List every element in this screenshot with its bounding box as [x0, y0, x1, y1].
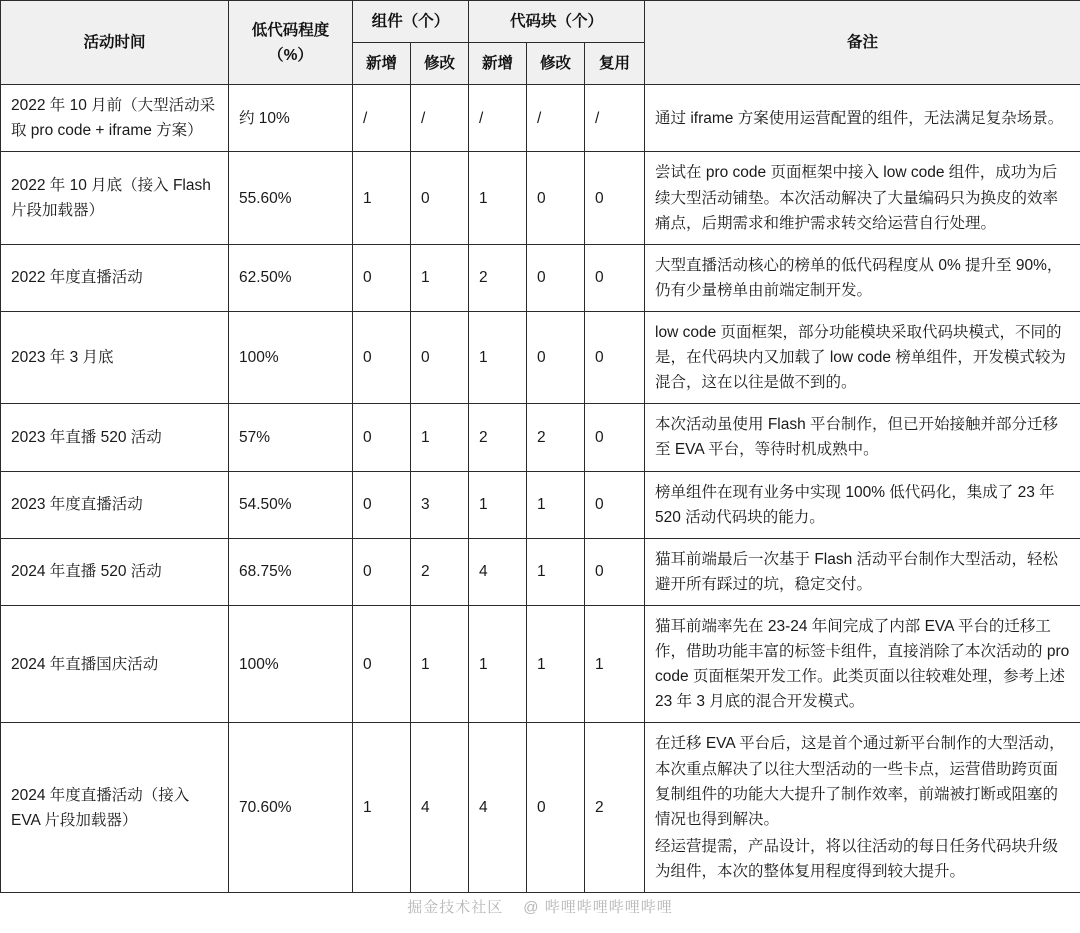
cell-block-reuse: 2: [585, 723, 645, 893]
table-row: [1, 404, 1080, 471]
cell-activity-time: 2023 年直播 520 活动: [1, 404, 229, 471]
cell-component-modify: 1: [411, 244, 469, 311]
cell-lowcode-degree: 70.60%: [229, 723, 353, 893]
cell-activity-time: 2022 年 10 月前（大型活动采取 pro code + iframe 方案）: [1, 85, 229, 152]
cell-remark: [645, 538, 1080, 605]
cell-remark: [645, 311, 1080, 403]
column-header-component-new: 新增: [353, 43, 411, 85]
cell-block-new: 4: [469, 723, 527, 893]
cell-block-reuse: 0: [585, 244, 645, 311]
cell-activity-time: 2024 年度直播活动（接入 EVA 片段加载器）: [1, 723, 229, 893]
cell-component-new: 0: [353, 471, 411, 538]
cell-lowcode-degree: 约 10%: [229, 85, 353, 152]
table-row: [1, 538, 1080, 605]
column-header-codeblock-group: 代码块（个）: [469, 1, 645, 43]
cell-block-new: 2: [469, 404, 527, 471]
cell-component-new: 1: [353, 152, 411, 244]
cell-lowcode-degree: 100%: [229, 605, 353, 722]
column-header-component-group: 组件（个）: [353, 1, 469, 43]
cell-block-new: 2: [469, 244, 527, 311]
cell-activity-time: 2023 年 3 月底: [1, 311, 229, 403]
table-row: [1, 471, 1080, 538]
cell-component-modify: 2: [411, 538, 469, 605]
table-row: [1, 152, 1080, 244]
column-header-time: 活动时间: [1, 1, 229, 85]
cell-remark: [645, 85, 1080, 152]
cell-component-new: 0: [353, 404, 411, 471]
cell-activity-time: 2023 年度直播活动: [1, 471, 229, 538]
remark-paragraph: 榜单组件在现有业务中实现 100% 低代码化，集成了 23 年 520 活动代码块的能力。: [655, 483, 1055, 526]
cell-block-modify: 0: [527, 723, 585, 893]
column-header-remark: 备注: [645, 1, 1080, 85]
table-body: [1, 85, 1080, 893]
cell-component-modify: 1: [411, 605, 469, 722]
cell-block-reuse: 0: [585, 311, 645, 403]
cell-activity-time: 2022 年 10 月底（接入 Flash 片段加载器）: [1, 152, 229, 244]
watermark: [0, 896, 1080, 917]
cell-activity-time: 2022 年度直播活动: [1, 244, 229, 311]
cell-remark: [645, 471, 1080, 538]
cell-block-modify: 1: [527, 538, 585, 605]
cell-block-new: /: [469, 85, 527, 152]
cell-block-modify: /: [527, 85, 585, 152]
cell-lowcode-degree: 55.60%: [229, 152, 353, 244]
cell-block-reuse: 0: [585, 404, 645, 471]
cell-component-modify: /: [411, 85, 469, 152]
cell-component-modify: 4: [411, 723, 469, 893]
column-header-block-modify: 修改: [527, 43, 585, 85]
cell-component-new: 0: [353, 244, 411, 311]
cell-component-new: 0: [353, 311, 411, 403]
cell-lowcode-degree: 62.50%: [229, 244, 353, 311]
remark-paragraph: 猫耳前端率先在 23-24 年间完成了内部 EVA 平台的迁移工作，借助功能丰富的标签卡组件，直接消除了本次活动的 pro code 页面框架开发工作。此类页面以往较难处理，参考上述 23 年 3 月底的混合开发模式。: [655, 617, 1070, 711]
cell-activity-time: 2024 年直播国庆活动: [1, 605, 229, 722]
cell-block-reuse: 0: [585, 471, 645, 538]
cell-block-new: 1: [469, 605, 527, 722]
remark-paragraph: 在迁移 EVA 平台后，这是首个通过新平台制作的大型活动，本次重点解决了以往大型活动的一些卡点，运营借助跨页面复制组件的功能大大提升了制作效率，前端被打断或阻塞的情况也得到解决。: [655, 735, 1065, 828]
cell-component-new: /: [353, 85, 411, 152]
cell-block-modify: 2: [527, 404, 585, 471]
cell-block-new: 1: [469, 471, 527, 538]
cell-component-modify: 1: [411, 404, 469, 471]
remark-paragraph: 经运营提需，产品设计，将以往活动的每日任务代码块升级为组件，本次的整体复用程度得到较大提升。: [655, 837, 1059, 880]
cell-component-modify: 0: [411, 152, 469, 244]
table-header-row-1: [1, 1, 1080, 43]
cell-lowcode-degree: 68.75%: [229, 538, 353, 605]
table-row: [1, 723, 1080, 893]
remark-paragraph: 大型直播活动核心的榜单的低代码程度从 0% 提升至 90%，仍有少量榜单由前端定制开发。: [655, 256, 1063, 299]
cell-block-new: 1: [469, 311, 527, 403]
cell-block-reuse: /: [585, 85, 645, 152]
cell-block-new: 1: [469, 152, 527, 244]
cell-component-new: 0: [353, 538, 411, 605]
column-header-block-reuse: 复用: [585, 43, 645, 85]
cell-lowcode-degree: 57%: [229, 404, 353, 471]
cell-activity-time: 2024 年直播 520 活动: [1, 538, 229, 605]
cell-block-new: 4: [469, 538, 527, 605]
watermark-left-text: 掘金技术社区: [407, 899, 504, 916]
remark-paragraph: 通过 iframe 方案使用运营配置的组件，无法满足复杂场景。: [655, 109, 1064, 127]
table-row: [1, 244, 1080, 311]
column-header-component-modify: 修改: [411, 43, 469, 85]
cell-remark: [645, 723, 1080, 893]
cell-component-new: 1: [353, 723, 411, 893]
cell-block-modify: 0: [527, 244, 585, 311]
cell-component-modify: 0: [411, 311, 469, 403]
cell-block-modify: 0: [527, 311, 585, 403]
remark-paragraph: 猫耳前端最后一次基于 Flash 活动平台制作大型活动，轻松避开所有踩过的坑，稳定交付。: [655, 550, 1059, 593]
cell-block-modify: 1: [527, 605, 585, 722]
cell-block-modify: 0: [527, 152, 585, 244]
watermark-right-text: @ 哔哩哔哩哔哩哔哩: [523, 899, 673, 916]
cell-component-modify: 3: [411, 471, 469, 538]
table-row: [1, 605, 1080, 722]
cell-block-reuse: 0: [585, 152, 645, 244]
cell-remark: [645, 404, 1080, 471]
table-header: [1, 1, 1080, 85]
remark-paragraph: 本次活动虽使用 Flash 平台制作，但已开始接触并部分迁移至 EVA 平台，等待时机成熟中。: [655, 416, 1059, 459]
cell-remark: [645, 244, 1080, 311]
cell-lowcode-degree: 54.50%: [229, 471, 353, 538]
column-header-block-new: 新增: [469, 43, 527, 85]
cell-block-reuse: 1: [585, 605, 645, 722]
cell-remark: [645, 605, 1080, 722]
cell-component-new: 0: [353, 605, 411, 722]
cell-block-modify: 1: [527, 471, 585, 538]
cell-remark: [645, 152, 1080, 244]
remark-paragraph: 尝试在 pro code 页面框架中接入 low code 组件，成功为后续大型活动铺垫。本次活动解决了大量编码只为换皮的效率痛点，后期需求和维护需求转交给运营自行处理。: [655, 164, 1059, 232]
table-row: [1, 85, 1080, 152]
column-header-lowcode-degree: 低代码程度（%）: [229, 1, 353, 85]
cell-block-reuse: 0: [585, 538, 645, 605]
remark-paragraph: low code 页面框架，部分功能模块采取代码块模式，不同的是，在代码块内又加载了 low code 榜单组件，开发模式较为混合，这在以往是做不到的。: [655, 323, 1066, 392]
cell-lowcode-degree: 100%: [229, 311, 353, 403]
table-row: [1, 311, 1080, 403]
